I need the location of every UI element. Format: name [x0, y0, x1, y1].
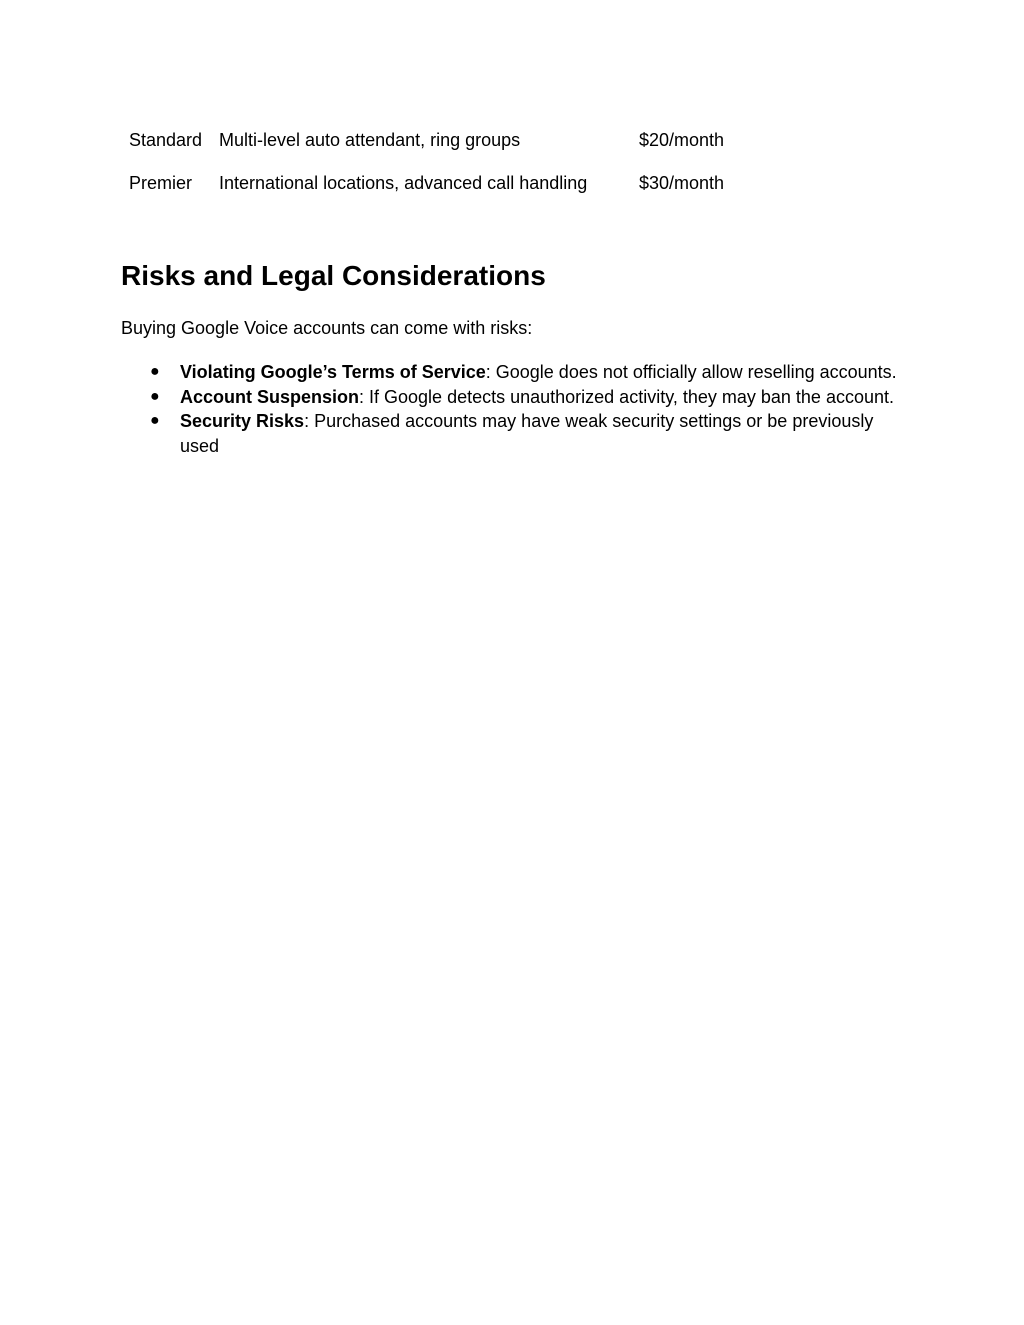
- risk-list: [121, 360, 901, 458]
- plan-name-cell: Standard: [129, 130, 203, 150]
- section-heading: Risks and Legal Considerations: [121, 260, 546, 291]
- bullet-icon: ●: [150, 363, 160, 380]
- list-item: [121, 409, 901, 458]
- risk-description: : If Google detects unauthorized activity, they may ban the account.: [359, 386, 894, 407]
- plan-price-cell: $20/month: [639, 130, 725, 150]
- intro-paragraph: Buying Google Voice accounts can come with risks:: [121, 318, 533, 338]
- plans-table: [121, 126, 757, 212]
- risk-description: : Google does not officially allow reselling accounts.: [485, 362, 897, 382]
- risk-term: Violating Google’s Terms of Service: [180, 362, 486, 382]
- plan-price-cell: $30/month: [639, 173, 725, 193]
- table-row: [121, 169, 757, 212]
- plan-name-cell: Premier: [129, 173, 193, 193]
- table-row: [121, 126, 757, 169]
- plan-features-cell: International locations, advanced call handling: [219, 173, 588, 193]
- list-item: [121, 385, 901, 410]
- risk-term: Security Risks: [180, 411, 305, 431]
- bullet-icon: ●: [150, 387, 160, 405]
- risk-term: Account Suspension: [180, 386, 360, 407]
- list-item: [121, 360, 901, 385]
- risk-description: : Purchased accounts may have weak security settings or be previously used: [180, 411, 874, 456]
- plan-features-cell: Multi-level auto attendant, ring groups: [219, 130, 521, 150]
- bullet-icon: ●: [150, 412, 160, 429]
